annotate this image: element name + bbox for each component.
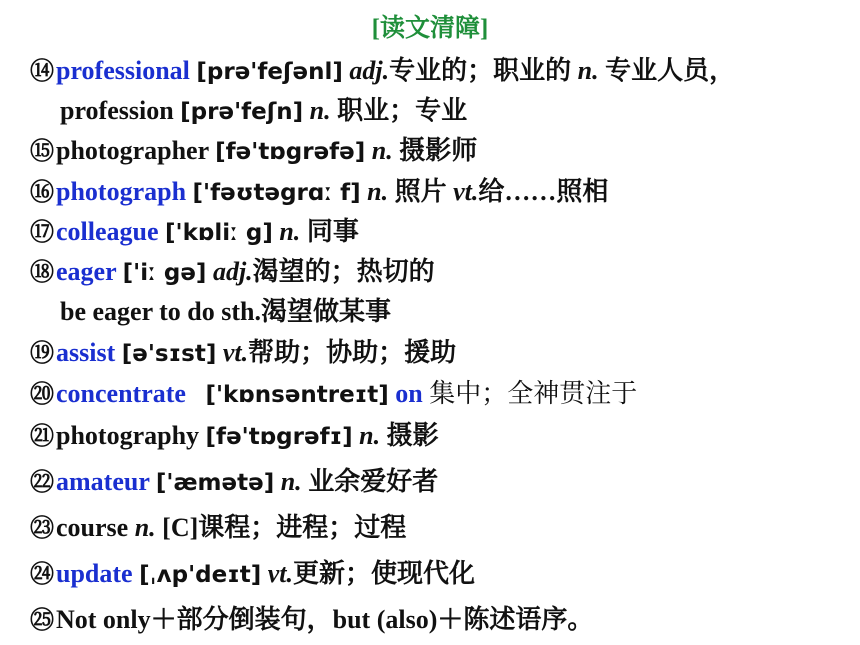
definition: 摄影师 (399, 136, 478, 165)
entry-number: ⑲ (30, 339, 54, 367)
part-of-speech: n. (280, 467, 302, 496)
entry-18-sub (60, 291, 391, 328)
entry-23 (30, 507, 406, 544)
phonetic: [fə'tɒgrəfɪ] (205, 424, 353, 450)
entry-15 (30, 130, 477, 167)
sub-word: profession (60, 96, 174, 125)
part-of-speech: adj. (212, 257, 253, 286)
entry-18 (30, 251, 435, 288)
entry-number: ⑯ (30, 178, 54, 206)
definition: 专业的；职业的 (389, 56, 572, 85)
phonetic: [prə'feʃənl] (196, 59, 343, 85)
definition: 渴望做某事 (261, 297, 392, 326)
vocab-word: course (56, 513, 129, 542)
definition: 更新；使现代化 (293, 559, 476, 588)
entry-number: ㉕ (30, 606, 54, 634)
part-of-speech: n. (359, 421, 381, 450)
entry-17 (30, 211, 359, 248)
definition: 集中；全神贯注于 (429, 379, 638, 408)
entry-number: ㉒ (30, 468, 54, 496)
vocab-word: amateur (56, 467, 150, 496)
entry-14 (30, 50, 735, 87)
entry-number: ⑮ (30, 137, 54, 165)
part-of-speech: vt. (267, 559, 294, 588)
phonetic: ['kɒliː g] (165, 220, 273, 246)
entry-number: ㉔ (30, 560, 54, 588)
definition: 职业；专业 (337, 96, 468, 125)
part-of-speech: n. (309, 96, 331, 125)
phonetic: ['æmətə] (155, 470, 275, 496)
phonetic: ['iː gə] (122, 260, 207, 286)
entry-24 (30, 553, 475, 590)
entry-number: ㉓ (30, 514, 54, 542)
definition: 业余爱好者 (308, 467, 439, 496)
vocab-word: photograph (56, 177, 187, 206)
phonetic: [ə'sɪst] (121, 341, 217, 367)
vocab-word: photography (56, 421, 200, 450)
part-of-speech: vt. (453, 177, 479, 206)
entry-number: ⑱ (30, 258, 54, 286)
grammar-note: Not only＋部分倒装句，but (also)＋陈述语序。 (56, 605, 594, 634)
section-title: [读文清障] (371, 15, 489, 42)
part-of-speech: n. (367, 177, 389, 206)
phonetic: [ˌʌp'deɪt] (139, 562, 262, 588)
phonetic: [fə'tɒgrəfə] (215, 139, 366, 165)
preposition: on (395, 379, 423, 408)
vocab-word: eager (56, 257, 117, 286)
definition: 帮助；协助；援助 (248, 338, 457, 367)
entry-number: ⑰ (30, 218, 54, 246)
entry-22 (30, 461, 438, 498)
phonetic: ['fəʊtəgrɑː f] (192, 180, 361, 206)
vocab-word: photographer (56, 136, 209, 165)
vocab-word: update (56, 559, 133, 588)
entry-16 (30, 171, 608, 208)
definition: 给……照相 (478, 177, 609, 206)
vocab-word: assist (56, 338, 116, 367)
entry-25 (30, 599, 593, 636)
definition: 摄影 (386, 421, 439, 450)
entry-number: ⑭ (30, 57, 54, 85)
entry-20 (30, 373, 637, 410)
definition: 专业人员， (605, 56, 736, 85)
vocab-word: concentrate (56, 379, 186, 408)
entry-number: ㉑ (30, 422, 54, 450)
part-of-speech: n. (371, 136, 393, 165)
part-of-speech: adj. (349, 56, 390, 85)
definition: 同事 (306, 217, 359, 246)
entry-number: ⑳ (30, 380, 54, 408)
phonetic: [prə'feʃn] (180, 99, 304, 125)
vocab-word: professional (56, 56, 190, 85)
part-of-speech: n. (577, 56, 599, 85)
definition: 照片 (394, 177, 447, 206)
part-of-speech: vt. (222, 338, 249, 367)
part-of-speech: n. (134, 513, 156, 542)
vocab-word: colleague (56, 217, 159, 246)
entry-14-sub (60, 90, 467, 127)
phonetic: ['kɒnsəntreɪt] (205, 382, 389, 408)
definition: 渴望的；热切的 (252, 257, 435, 286)
entry-21 (30, 415, 439, 452)
part-of-speech: n. (279, 217, 301, 246)
definition: [C]课程；进程；过程 (162, 513, 407, 542)
entry-19 (30, 332, 456, 369)
sub-phrase: be eager to do sth. (60, 297, 262, 326)
